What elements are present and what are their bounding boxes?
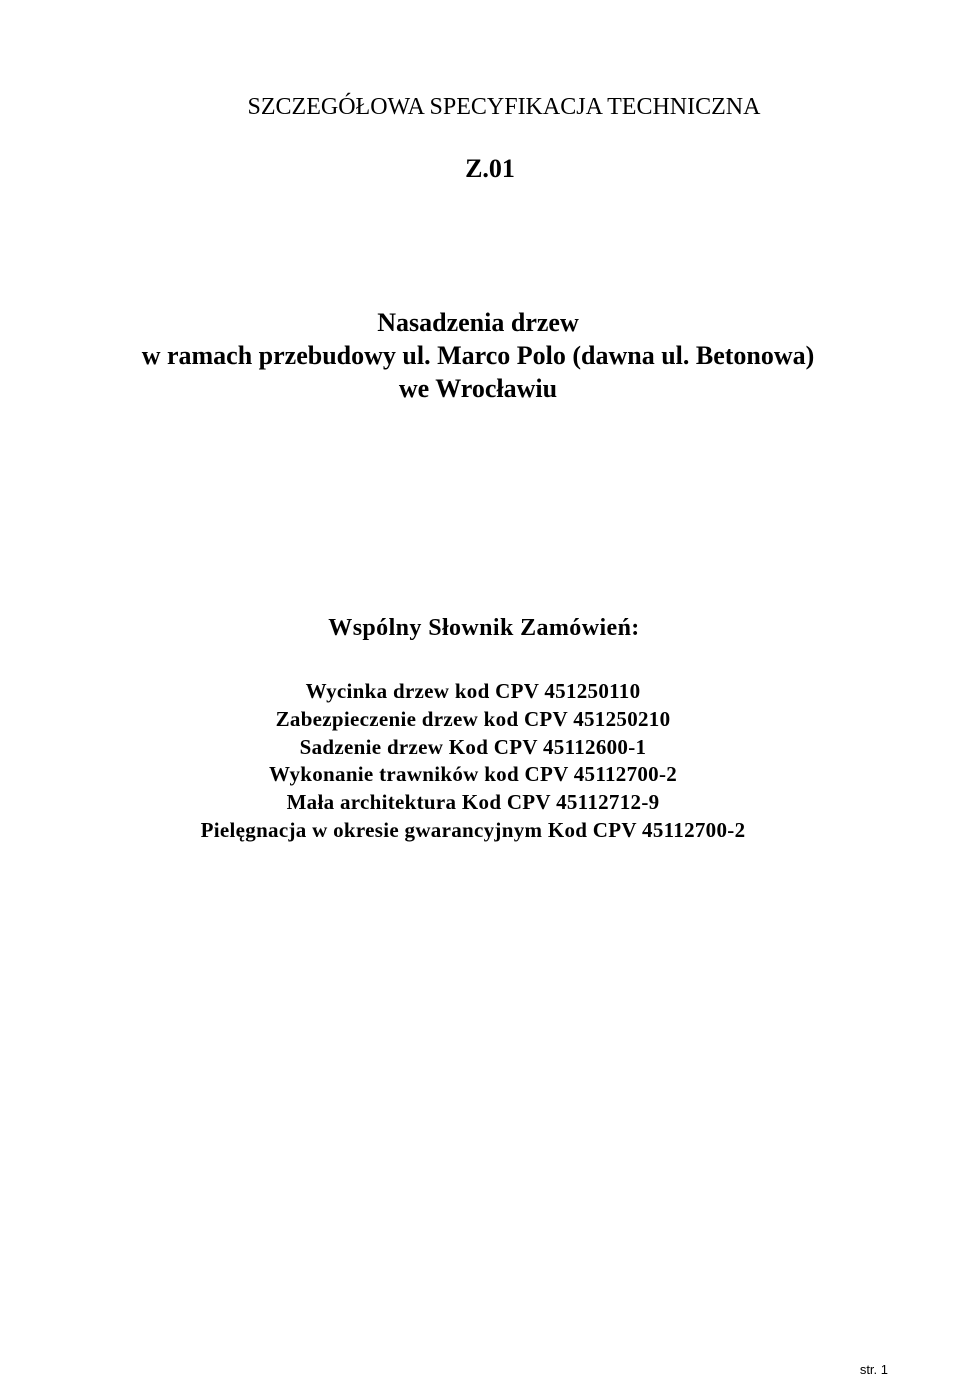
cpv-list-item: Wykonanie trawników kod CPV 45112700-2 — [268, 762, 678, 787]
cpv-heading: Wspólny Słownik Zamówień: — [328, 615, 640, 641]
project-title — [0, 306, 958, 405]
cpv-list-item: Zabezpieczenie drzew kod CPV 451250210 — [275, 706, 671, 731]
cpv-list-item: Pielęgnacja w okresie gwarancyjnym Kod CPV 45112700-2 — [200, 817, 746, 842]
cpv-list-item: Sadzenie drzew Kod CPV 45112600-1 — [299, 734, 647, 759]
project-title-line: w ramach przebudowy ul. Marco Polo (dawna ul. Betonowa) — [141, 341, 815, 370]
cpv-list — [0, 678, 953, 845]
document-header: SZCZEGÓŁOWA SPECYFIKACJA TECHNICZNA — [247, 94, 761, 120]
cpv-list-item: Wycinka drzew kod CPV 451250110 — [305, 679, 641, 703]
project-title-line: Nasadzenia drzew — [377, 308, 579, 337]
project-title-line: we Wrocławiu — [398, 374, 558, 403]
document-code: Z.01 — [465, 154, 515, 183]
page-number: str. 1 — [859, 1362, 888, 1377]
cpv-list-item: Mała architektura Kod CPV 45112712-9 — [286, 790, 660, 815]
